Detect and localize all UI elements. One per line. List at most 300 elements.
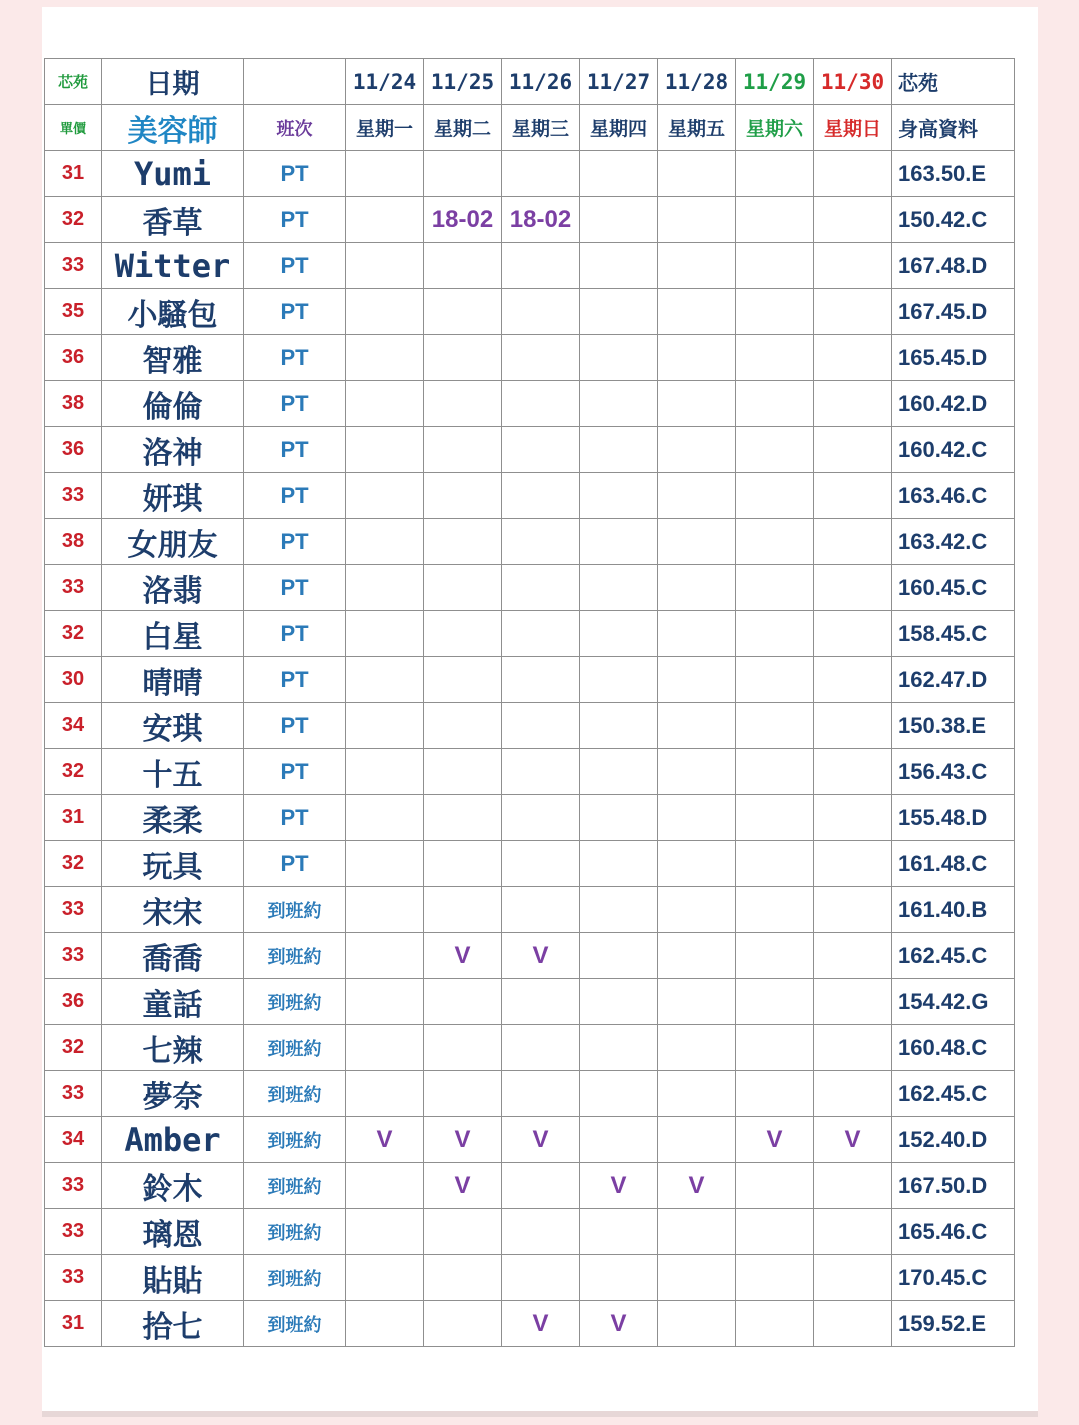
price-label: 單價: [45, 105, 102, 151]
weekday-header-5: 星期五: [658, 105, 736, 151]
day-cell: [502, 611, 580, 657]
height-data: 165.46.C: [892, 1209, 1015, 1255]
height-data: 160.48.C: [892, 1025, 1015, 1071]
day-cell: [658, 933, 736, 979]
beautician-name: 香草: [102, 197, 244, 243]
day-cell: [424, 473, 502, 519]
unit-price: 30: [45, 657, 102, 703]
table-row: [45, 979, 1015, 1025]
shift-type: PT: [244, 289, 346, 335]
shift-type: 到班約: [244, 1117, 346, 1163]
day-cell: 18-02: [424, 197, 502, 243]
day-cell: [658, 519, 736, 565]
day-cell: [658, 1301, 736, 1347]
day-cell: [502, 1209, 580, 1255]
day-cell: [658, 427, 736, 473]
day-cell: [346, 473, 424, 519]
day-cell: [814, 289, 892, 335]
day-cell: [502, 335, 580, 381]
table-row: [45, 1209, 1015, 1255]
beautician-name: 洛翡: [102, 565, 244, 611]
height-data: 162.45.C: [892, 1071, 1015, 1117]
day-cell: [346, 611, 424, 657]
height-data: 170.45.C: [892, 1255, 1015, 1301]
beautician-name: 夢奈: [102, 1071, 244, 1117]
day-cell: [736, 289, 814, 335]
weekday-header-2: 星期二: [424, 105, 502, 151]
date-header-7: 11/30: [814, 59, 892, 105]
height-data: 161.40.B: [892, 887, 1015, 933]
day-cell: [502, 979, 580, 1025]
table-row: [45, 1301, 1015, 1347]
unit-price: 33: [45, 565, 102, 611]
day-cell: [424, 1071, 502, 1117]
beautician-name: 妍琪: [102, 473, 244, 519]
day-cell: V: [580, 1301, 658, 1347]
day-cell: [346, 703, 424, 749]
shift-label: 班次: [244, 105, 346, 151]
day-cell: [736, 197, 814, 243]
day-cell: [346, 1301, 424, 1347]
day-cell: [346, 197, 424, 243]
unit-price: 33: [45, 887, 102, 933]
day-cell: [736, 611, 814, 657]
unit-price: 35: [45, 289, 102, 335]
height-data: 159.52.E: [892, 1301, 1015, 1347]
shift-type: PT: [244, 243, 346, 289]
shift-type: 到班約: [244, 1301, 346, 1347]
table-row: [45, 703, 1015, 749]
day-cell: [814, 427, 892, 473]
day-cell: [736, 519, 814, 565]
day-cell: [580, 1071, 658, 1117]
table-row: [45, 1163, 1015, 1209]
day-cell: [580, 1025, 658, 1071]
day-cell: [658, 795, 736, 841]
weekday-header-1: 星期一: [346, 105, 424, 151]
table-row: [45, 749, 1015, 795]
table-row: [45, 565, 1015, 611]
day-cell: [346, 1163, 424, 1209]
day-cell: [502, 703, 580, 749]
table-row: [45, 519, 1015, 565]
day-cell: [424, 1255, 502, 1301]
beautician-name: 宋宋: [102, 887, 244, 933]
day-cell: [424, 565, 502, 611]
day-cell: [736, 1209, 814, 1255]
day-cell: [580, 197, 658, 243]
day-cell: [814, 473, 892, 519]
day-cell: [814, 151, 892, 197]
table-row: [45, 289, 1015, 335]
day-cell: [502, 1025, 580, 1071]
unit-price: 32: [45, 1025, 102, 1071]
day-cell: [502, 381, 580, 427]
beautician-name: Yumi: [102, 151, 244, 197]
day-cell: [580, 1255, 658, 1301]
day-cell: [580, 1117, 658, 1163]
day-cell: [424, 841, 502, 887]
day-cell: [580, 887, 658, 933]
day-cell: V: [814, 1117, 892, 1163]
height-data: 152.40.D: [892, 1117, 1015, 1163]
day-cell: [658, 565, 736, 611]
header-row-dates: [45, 59, 1015, 105]
shift-type: 到班約: [244, 887, 346, 933]
shift-type: PT: [244, 657, 346, 703]
day-cell: [814, 749, 892, 795]
unit-price: 36: [45, 427, 102, 473]
shift-type: 到班約: [244, 1163, 346, 1209]
day-cell: [502, 289, 580, 335]
day-cell: [424, 795, 502, 841]
table-row: [45, 933, 1015, 979]
day-cell: [736, 151, 814, 197]
day-cell: [814, 1163, 892, 1209]
day-cell: [424, 887, 502, 933]
day-cell: [814, 1301, 892, 1347]
height-data: 163.46.C: [892, 473, 1015, 519]
shift-type: PT: [244, 151, 346, 197]
day-cell: V: [736, 1117, 814, 1163]
height-data: 150.38.E: [892, 703, 1015, 749]
weekday-header-6: 星期六: [736, 105, 814, 151]
day-cell: [346, 1209, 424, 1255]
table-row: [45, 427, 1015, 473]
day-cell: [658, 1025, 736, 1071]
table-row: [45, 841, 1015, 887]
unit-price: 31: [45, 1301, 102, 1347]
shift-type: PT: [244, 519, 346, 565]
day-cell: V: [502, 1117, 580, 1163]
day-cell: [814, 611, 892, 657]
date-header-4: 11/27: [580, 59, 658, 105]
day-cell: [736, 887, 814, 933]
day-cell: 18-02: [502, 197, 580, 243]
day-cell: [502, 1071, 580, 1117]
beautician-name: 倫倫: [102, 381, 244, 427]
height-data: 156.43.C: [892, 749, 1015, 795]
height-data: 160.45.C: [892, 565, 1015, 611]
day-cell: [424, 979, 502, 1025]
day-cell: [502, 841, 580, 887]
day-cell: [658, 197, 736, 243]
day-cell: V: [424, 1163, 502, 1209]
height-data: 160.42.C: [892, 427, 1015, 473]
day-cell: V: [580, 1163, 658, 1209]
day-cell: [736, 335, 814, 381]
date-header-2: 11/25: [424, 59, 502, 105]
day-cell: V: [424, 933, 502, 979]
shift-type: 到班約: [244, 979, 346, 1025]
day-cell: [424, 427, 502, 473]
shift-type: PT: [244, 611, 346, 657]
weekday-header-4: 星期四: [580, 105, 658, 151]
shift-type: 到班約: [244, 1025, 346, 1071]
table-row: [45, 151, 1015, 197]
beautician-name: 璃恩: [102, 1209, 244, 1255]
day-cell: [502, 749, 580, 795]
shift-type: PT: [244, 749, 346, 795]
day-cell: [658, 887, 736, 933]
height-data: 165.45.D: [892, 335, 1015, 381]
day-cell: [346, 565, 424, 611]
day-cell: [814, 933, 892, 979]
day-cell: [658, 289, 736, 335]
day-cell: [736, 841, 814, 887]
day-cell: [658, 749, 736, 795]
day-cell: [346, 335, 424, 381]
weekday-header-3: 星期三: [502, 105, 580, 151]
day-cell: [736, 1255, 814, 1301]
date-header-3: 11/26: [502, 59, 580, 105]
day-cell: [580, 933, 658, 979]
shift-type: PT: [244, 841, 346, 887]
day-cell: [580, 565, 658, 611]
unit-price: 32: [45, 749, 102, 795]
table-row: [45, 657, 1015, 703]
day-cell: [346, 657, 424, 703]
height-data: 167.48.D: [892, 243, 1015, 289]
unit-price: 38: [45, 519, 102, 565]
day-cell: [736, 473, 814, 519]
day-cell: [346, 1255, 424, 1301]
day-cell: [814, 243, 892, 289]
day-cell: [814, 1209, 892, 1255]
day-cell: [424, 289, 502, 335]
beautician-name: 玩具: [102, 841, 244, 887]
shift-type: PT: [244, 703, 346, 749]
height-data: 167.50.D: [892, 1163, 1015, 1209]
day-cell: [424, 243, 502, 289]
day-cell: [814, 197, 892, 243]
beautician-name: 十五: [102, 749, 244, 795]
unit-price: 38: [45, 381, 102, 427]
day-cell: [814, 381, 892, 427]
unit-price: 33: [45, 1071, 102, 1117]
day-cell: [346, 933, 424, 979]
date-header-1: 11/24: [346, 59, 424, 105]
day-cell: V: [346, 1117, 424, 1163]
unit-price: 33: [45, 933, 102, 979]
table-row: [45, 611, 1015, 657]
day-cell: [502, 565, 580, 611]
day-cell: [502, 887, 580, 933]
day-cell: [580, 749, 658, 795]
day-cell: [346, 519, 424, 565]
shift-type: PT: [244, 473, 346, 519]
day-cell: [502, 1163, 580, 1209]
beautician-name: 安琪: [102, 703, 244, 749]
beautician-name: 七辣: [102, 1025, 244, 1071]
day-cell: [580, 657, 658, 703]
day-cell: [736, 1301, 814, 1347]
unit-price: 33: [45, 1209, 102, 1255]
day-cell: [580, 151, 658, 197]
beautician-name: 智雅: [102, 335, 244, 381]
day-cell: [658, 1255, 736, 1301]
day-cell: [736, 933, 814, 979]
day-cell: [736, 703, 814, 749]
unit-price: 34: [45, 1117, 102, 1163]
day-cell: [736, 795, 814, 841]
day-cell: [814, 335, 892, 381]
day-cell: [502, 1255, 580, 1301]
table-row: [45, 381, 1015, 427]
day-cell: [424, 519, 502, 565]
table-row: [45, 243, 1015, 289]
table-row: [45, 887, 1015, 933]
day-cell: [814, 1255, 892, 1301]
day-cell: [736, 381, 814, 427]
day-cell: [658, 979, 736, 1025]
day-cell: [424, 151, 502, 197]
day-cell: [580, 703, 658, 749]
day-cell: [814, 1071, 892, 1117]
day-cell: [424, 657, 502, 703]
day-cell: V: [502, 1301, 580, 1347]
date-header-5: 11/28: [658, 59, 736, 105]
day-cell: [502, 473, 580, 519]
day-cell: [736, 565, 814, 611]
day-cell: [580, 473, 658, 519]
brand-label: 芯苑: [45, 59, 102, 105]
shift-type: 到班約: [244, 1071, 346, 1117]
day-cell: [736, 749, 814, 795]
day-cell: [424, 1025, 502, 1071]
day-cell: [580, 1209, 658, 1255]
day-cell: [502, 795, 580, 841]
day-cell: [346, 289, 424, 335]
weekday-header-7: 星期日: [814, 105, 892, 151]
day-cell: [580, 979, 658, 1025]
day-cell: [502, 243, 580, 289]
day-cell: V: [502, 933, 580, 979]
height-data: 158.45.C: [892, 611, 1015, 657]
day-cell: [580, 289, 658, 335]
shift-type: PT: [244, 197, 346, 243]
day-cell: [580, 795, 658, 841]
height-data: 150.42.C: [892, 197, 1015, 243]
day-cell: [814, 519, 892, 565]
day-cell: [658, 611, 736, 657]
beautician-name: Witter: [102, 243, 244, 289]
day-cell: [424, 1209, 502, 1255]
day-cell: [658, 1209, 736, 1255]
day-cell: [580, 519, 658, 565]
day-cell: [580, 427, 658, 473]
day-cell: V: [658, 1163, 736, 1209]
day-cell: [814, 657, 892, 703]
day-cell: [736, 1163, 814, 1209]
height-data: 162.45.C: [892, 933, 1015, 979]
date-header-6: 11/29: [736, 59, 814, 105]
day-cell: [736, 243, 814, 289]
table-row: [45, 335, 1015, 381]
shift-type: 到班約: [244, 1209, 346, 1255]
shift-type: 到班約: [244, 933, 346, 979]
day-cell: [736, 427, 814, 473]
height-data: 155.48.D: [892, 795, 1015, 841]
day-cell: [658, 151, 736, 197]
day-cell: [346, 427, 424, 473]
day-cell: [736, 657, 814, 703]
day-cell: [424, 1301, 502, 1347]
day-cell: [658, 703, 736, 749]
day-cell: [580, 381, 658, 427]
day-cell: [346, 841, 424, 887]
beautician-name: 女朋友: [102, 519, 244, 565]
day-cell: [346, 243, 424, 289]
table-row: [45, 1255, 1015, 1301]
unit-price: 36: [45, 335, 102, 381]
header-row-weekdays: [45, 105, 1015, 151]
day-cell: [658, 335, 736, 381]
height-data-label: 身高資料: [892, 105, 1015, 151]
schedule-table: [44, 58, 1015, 1347]
day-cell: [736, 1071, 814, 1117]
shift-type: PT: [244, 795, 346, 841]
day-cell: [814, 795, 892, 841]
unit-price: 32: [45, 841, 102, 887]
day-cell: [814, 887, 892, 933]
unit-price: 33: [45, 243, 102, 289]
unit-price: 33: [45, 473, 102, 519]
beautician-name: 白星: [102, 611, 244, 657]
beautician-name: 鈴木: [102, 1163, 244, 1209]
unit-price: 36: [45, 979, 102, 1025]
beautician-name: 喬喬: [102, 933, 244, 979]
day-cell: [736, 979, 814, 1025]
unit-price: 32: [45, 197, 102, 243]
table-row: [45, 1025, 1015, 1071]
day-cell: [424, 611, 502, 657]
day-cell: [346, 749, 424, 795]
day-cell: [502, 657, 580, 703]
day-cell: [814, 841, 892, 887]
height-data: 161.48.C: [892, 841, 1015, 887]
height-data: 160.42.D: [892, 381, 1015, 427]
height-data: 154.42.G: [892, 979, 1015, 1025]
beautician-name: 柔柔: [102, 795, 244, 841]
beautician-name: 小騷包: [102, 289, 244, 335]
day-cell: [346, 887, 424, 933]
unit-price: 31: [45, 151, 102, 197]
day-cell: [658, 1071, 736, 1117]
table-row: [45, 795, 1015, 841]
day-cell: [502, 519, 580, 565]
date-label: 日期: [102, 59, 244, 105]
day-cell: [424, 335, 502, 381]
day-cell: [658, 381, 736, 427]
unit-price: 31: [45, 795, 102, 841]
table-row: [45, 1071, 1015, 1117]
height-data: 163.42.C: [892, 519, 1015, 565]
day-cell: [424, 381, 502, 427]
day-cell: [658, 657, 736, 703]
day-cell: [502, 151, 580, 197]
unit-price: 34: [45, 703, 102, 749]
table-row: [45, 197, 1015, 243]
unit-price: 33: [45, 1163, 102, 1209]
day-cell: [580, 611, 658, 657]
day-cell: [346, 1071, 424, 1117]
shift-type: PT: [244, 427, 346, 473]
beautician-name: 晴晴: [102, 657, 244, 703]
beautician-label: 美容師: [102, 105, 244, 151]
day-cell: [580, 243, 658, 289]
beautician-name: 貼貼: [102, 1255, 244, 1301]
